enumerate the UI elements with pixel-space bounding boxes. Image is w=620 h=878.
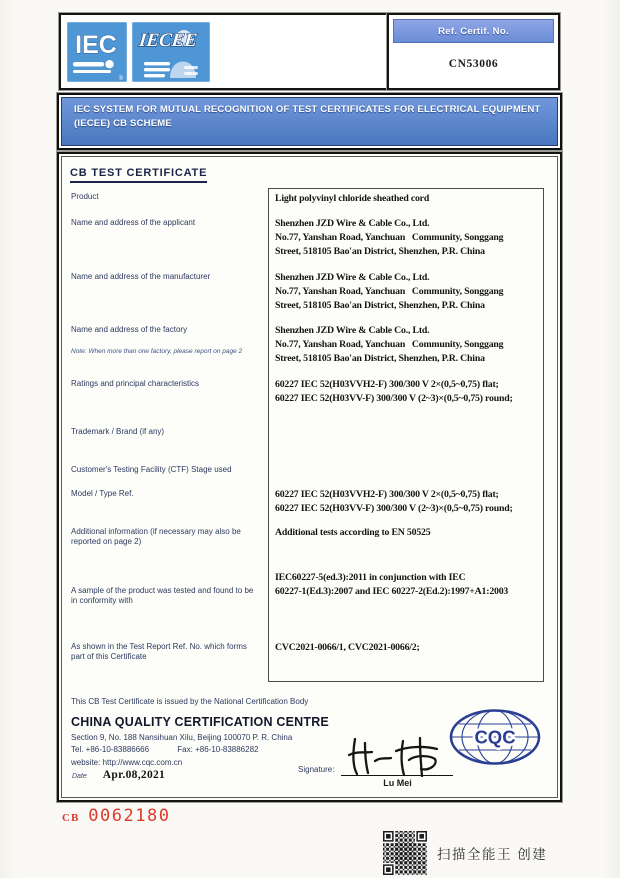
factory-note: Note: When more than one factory, please report on page 2	[71, 348, 243, 356]
signature-label: Signature:	[298, 765, 335, 774]
cb-stamp-prefix: CB	[62, 812, 80, 824]
row-value: Street, 518105 Bao'an District, Shenzhen, P.R. China	[275, 353, 485, 365]
signature-line	[341, 775, 453, 776]
row-value: Additional tests according to EN 50525	[275, 527, 431, 538]
certificate-body-inner	[61, 156, 558, 798]
row-value: 60227 IEC 52(H03VV-F) 300/300 V (2~3)×(0,5~0,75) round;	[275, 393, 513, 405]
row-factory	[62, 321, 557, 375]
iecee-logo-text: IECEE	[137, 29, 199, 51]
logo-box	[59, 13, 390, 90]
iec-reg-mark: ®	[118, 75, 124, 82]
scheme-banner-text: IEC SYSTEM FOR MUTUAL RECOGNITION OF TEST CERTIFICATES FOR ELECTRICAL EQUIPMENT (IECEE) CB SCHEME	[61, 97, 558, 146]
row-label: Model / Type Ref.	[71, 489, 134, 498]
row-value: No.77, Yanshan Road, Yanchuan Community, Songgang	[275, 339, 504, 351]
row-label: Customer's Testing Facility (CTF) Stage used	[71, 465, 232, 474]
row-label: As shown in the Test Report Ref. No. which forms part of this Certificate	[71, 642, 247, 662]
row-trademark	[62, 423, 557, 461]
issuer-note: This CB Test Certificate is issued by the National Certification Body	[71, 697, 309, 706]
row-value: Street, 518105 Bao'an District, Shenzhen, P.R. China	[275, 300, 485, 312]
certificate-title: CB TEST CERTIFICATE	[70, 167, 207, 183]
row-value: Light polyvinyl chloride sheathed cord	[275, 193, 430, 204]
row-value: Street, 518105 Bao'an District, Shenzhen, P.R. China	[275, 246, 485, 258]
row-product	[62, 188, 557, 214]
row-value: 60227 IEC 52(H03VVH2-F) 300/300 V 2×(0,5~0,75) flat;	[275, 379, 499, 390]
ref-certif-box	[387, 13, 560, 90]
ref-certif-label: Ref. Certif. No.	[393, 19, 554, 43]
row-label: Additional information (if necessary may also be reported on page 2)	[71, 527, 241, 547]
row-value: Shenzhen JZD Wire & Cable Co., Ltd.	[275, 272, 430, 283]
issuer-website: website: http://www.cqc.com.cn	[71, 757, 183, 767]
row-value: 60227 IEC 52(H03VVH2-F) 300/300 V 2×(0,5~0,75) flat;	[275, 489, 499, 500]
cb-stamp-number: 0062180	[88, 806, 171, 826]
row-ratings	[62, 375, 557, 423]
cqc-logo-icon	[447, 707, 543, 772]
qr-code-icon	[383, 831, 427, 875]
row-value: No.77, Yanshan Road, Yanchuan Community, Songgang	[275, 286, 504, 298]
iec-logo-text: IEC	[75, 30, 117, 59]
certificate-body	[57, 152, 562, 802]
row-value: Shenzhen JZD Wire & Cable Co., Ltd.	[275, 325, 430, 336]
date-block	[72, 769, 165, 781]
iec-logo-icon	[67, 22, 127, 82]
row-value: CVC2021-0066/1, CVC2021-0066/2;	[275, 642, 420, 653]
issuer-fax: Fax: +86-10-83886282	[177, 745, 259, 754]
scanner-footer	[383, 831, 547, 875]
row-applicant	[62, 214, 557, 268]
row-additional-info	[62, 523, 557, 568]
scanner-app-text: 扫描全能王 创建	[437, 847, 548, 862]
row-label: Product	[71, 192, 99, 201]
issuer-address: Section 9, No. 188 Nansihuan Xilu, Beijing 100070 P. R. China	[71, 732, 293, 742]
signature-block	[298, 733, 453, 788]
date-value: Apr.08,2021	[102, 769, 166, 781]
row-manufacturer	[62, 268, 557, 321]
row-value: Shenzhen JZD Wire & Cable Co., Ltd.	[275, 218, 430, 229]
row-value: 60227-1(Ed.3):2007 and IEC 60227-2(Ed.2):1997+A1:2003	[275, 586, 509, 598]
scheme-banner	[57, 93, 562, 150]
row-value: 60227 IEC 52(H03VV-F) 300/300 V (2~3)×(0,5~0,75) round;	[275, 503, 513, 515]
row-conformity	[62, 568, 557, 638]
row-test-report	[62, 638, 557, 682]
row-label: Name and address of the factory	[71, 325, 188, 334]
signature-handwriting-icon	[341, 733, 453, 777]
row-label: Name and address of the manufacturer	[71, 272, 211, 281]
iecee-logo-icon	[132, 22, 210, 82]
row-label: A sample of the product was tested and found to be in conformity with	[71, 586, 254, 606]
row-label: Name and address of the applicant	[71, 218, 196, 227]
row-label: Ratings and principal characteristics	[71, 379, 200, 388]
row-value: IEC60227-5(ed.3):2011 in conjunction with IEC	[275, 572, 466, 583]
ref-certif-number: CN53006	[448, 57, 499, 70]
issuer-name: CHINA QUALITY CERTIFICATION CENTRE	[71, 715, 329, 729]
issuer-tel: Tel. +86-10-83886666	[71, 745, 150, 754]
certificate-rows	[62, 188, 557, 682]
row-label: Trademark / Brand (if any)	[71, 427, 165, 436]
signatory-name: Lu Mei	[383, 778, 412, 788]
cb-stamp	[62, 806, 170, 826]
row-ctf-stage	[62, 461, 557, 485]
date-label: Date	[72, 773, 87, 780]
cqc-logo-text: CQC	[474, 726, 516, 748]
row-value: No.77, Yanshan Road, Yanchuan Community, Songgang	[275, 232, 504, 244]
row-model-type-ref	[62, 485, 557, 523]
